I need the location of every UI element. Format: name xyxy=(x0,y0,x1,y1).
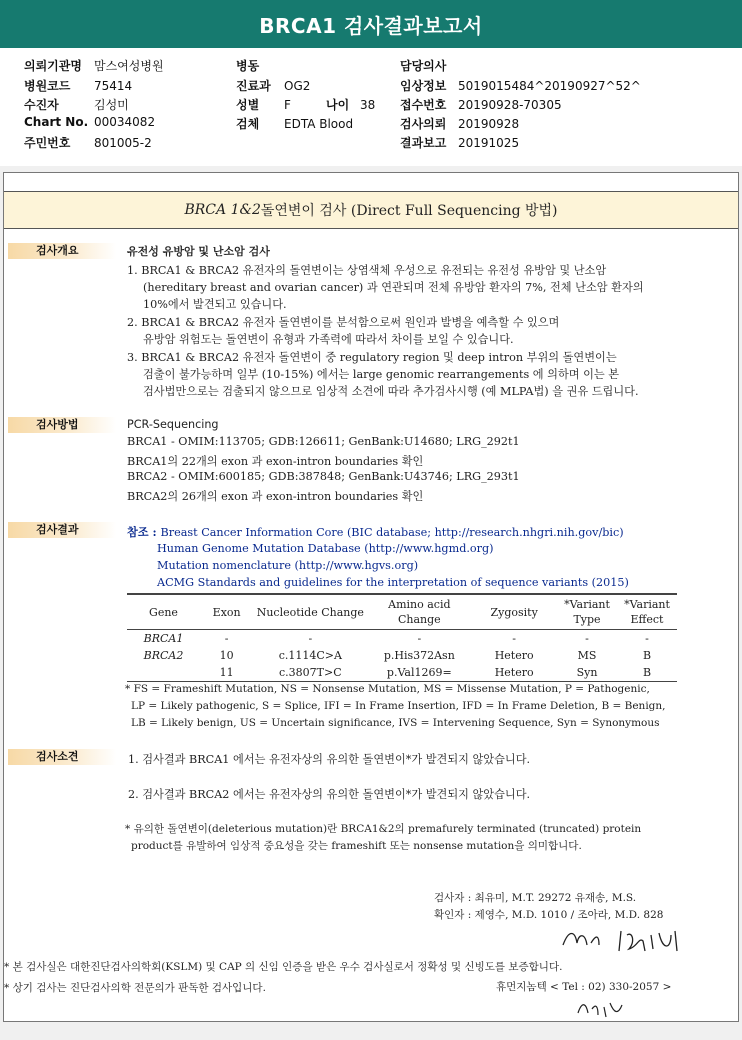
overview-line: (hereditary breast and ovarian cancer) 과 연관되며 전체 유방암 환자의 7%, 전체 난소암 환자의 xyxy=(143,281,644,294)
info-clinical: 임상정보 5019015484^20190927^52^ xyxy=(400,79,641,93)
section-label-result: 검사결과 xyxy=(8,522,116,538)
info-age: 나이 38 xyxy=(326,98,376,112)
section-label-method: 검사방법 xyxy=(8,417,116,433)
title-gene: BRCA 1&2 xyxy=(184,202,261,218)
info-report-date: 결과보고 20191025 xyxy=(400,136,520,150)
overview-heading: 유전성 유방암 및 난소암 검사 xyxy=(127,245,270,258)
col-header: *Variant Effect xyxy=(617,594,677,630)
abbrev-footnote: * FS = Frameshift Mutation, NS = Nonsense Mutation, MS = Missense Mutation, P = Pathogenic, xyxy=(125,683,650,695)
report-title: BRCA1 검사결과보고서 xyxy=(259,13,483,38)
info-sex: 성별 F xyxy=(236,98,291,112)
info-receipt-no: 접수번호 20190928-70305 xyxy=(400,98,562,112)
col-header: Gene xyxy=(127,594,200,630)
info-patient-name: 수진자 김성미 xyxy=(24,98,129,112)
section-label-opinion: 검사소견 xyxy=(8,749,116,765)
overview-line: 검출이 불가능하며 일부 (10-15%) 에서는 large genomic rearrangements 에 의하며 이는 본 xyxy=(143,368,620,381)
overview-line: 유방암 위험도는 돌연변이 유형과 가족력에 따라서 차이를 보일 수 있습니다. xyxy=(143,333,514,346)
opinion-line: 1. 검사결과 BRCA1 에서는 유전자상의 유의한 돌연변이*가 발견되지 않았습니다. xyxy=(128,753,531,766)
opinion-line: 2. 검사결과 BRCA2 에서는 유전자상의 유의한 돌연변이*가 발견되지 않았습니다. xyxy=(128,788,531,801)
confirmer-line: 확인자 : 제영수, M.D. 1010 / 조아라, M.D. 828 xyxy=(434,909,664,921)
patient-info-panel xyxy=(0,48,742,166)
abbrev-footnote: LP = Likely pathogenic, S = Splice, IFI = In Frame Insertion, IFD = In Frame Deletion, B = Benign, xyxy=(131,700,666,712)
overview-line: 3. BRCA1 & BRCA2 유전자 돌연변이 중 regulatory region 및 deep intron 부위의 돌연변이는 xyxy=(127,351,617,364)
col-header: Zygosity xyxy=(471,594,557,630)
info-institution: 의뢰기관명 맘스여성병원 xyxy=(24,59,164,73)
col-header: Nucleotide Change xyxy=(253,594,367,630)
report-body xyxy=(3,172,739,1022)
info-resident-no: 주민번호 801005-2 xyxy=(24,136,152,150)
lab-contact: 휴먼지놈텍 < Tel : 02) 330-2057 > xyxy=(496,981,672,993)
reference-line: ACMG Standards and guidelines for the interpretation of sequence variants (2015) xyxy=(157,576,629,589)
abbrev-footnote: LB = Likely benign, US = Uncertain significance, IVS = Intervening Sequence, Syn = Synonymous xyxy=(131,717,660,729)
title-text: 돌연변이 검사 (Direct Full Sequencing 방법) xyxy=(260,203,558,219)
info-ward: 병동 xyxy=(236,59,260,73)
opinion-note: product를 유발하여 임상적 중요성을 갖는 frameshift 또는 nonsense mutation을 의미합니다. xyxy=(131,840,582,852)
method-line: BRCA2의 26개의 exon 과 exon-intron boundaries 확인 xyxy=(127,490,424,503)
handwritten-signature xyxy=(559,921,699,957)
info-specimen: 검체 EDTA Blood xyxy=(236,117,354,131)
info-hospital-code: 병원코드 75414 xyxy=(24,79,133,93)
variant-table xyxy=(127,593,677,682)
reference-line: Mutation nomenclature (http://www.hgvs.org) xyxy=(157,559,419,572)
overview-line: 2. BRCA1 & BRCA2 유전자 돌연변이를 분석함으로써 원인과 발병을 예측할 수 있으며 xyxy=(127,316,560,329)
section-label-overview: 검사개요 xyxy=(8,243,116,259)
col-header: Exon xyxy=(200,594,253,630)
certification-note: * 본 검사실은 대한진단검사의학회(KSLM) 및 CAP 의 신임 인증을 받은 우수 검사실로서 정확성 및 신빙도를 보증합니다. xyxy=(4,961,563,973)
col-header: Amino acid Change xyxy=(367,594,471,630)
table-header-row xyxy=(127,594,677,630)
lab-signature xyxy=(574,995,634,1021)
table-row: BRCA1 - - - - - - xyxy=(143,632,649,645)
opinion-note: * 유의한 돌연변이(deleterious mutation)란 BRCA1&2의 premafurely terminated (truncated) protein xyxy=(125,823,642,835)
report-section-title xyxy=(4,191,738,229)
method-line: BRCA1 - OMIM:113705; GDB:126611; GenBank:U14680; LRG_292t1 xyxy=(127,435,520,448)
method-line: BRCA1의 22개의 exon 과 exon-intron boundaries 확인 xyxy=(127,455,424,468)
table-row: 11 c.3807T>C p.Val1269= Hetero Syn B xyxy=(127,664,677,682)
reading-note: * 상기 검사는 진단검사의학 전문의가 판독한 검사입니다. xyxy=(4,982,266,994)
method-line: PCR-Sequencing xyxy=(127,418,219,431)
col-header: *Variant Type xyxy=(557,594,617,630)
overview-line: 검사법만으로는 검출되지 않으므로 임상적 소견에 따라 추가검사시행 (예 MLPA법) 을 권유 드립니다. xyxy=(143,385,639,398)
overview-line: 1. BRCA1 & BRCA2 유전자의 돌연변이는 상염색체 우성으로 유전되는 유전성 유방암 및 난소암 xyxy=(127,264,607,277)
report-header xyxy=(0,0,742,48)
info-chart-no: Chart No. 00034082 xyxy=(24,115,156,129)
info-department: 진료과 OG2 xyxy=(236,79,311,93)
reference-line: 참조 : Breast Cancer Information Core (BIC database; http://research.nhgri.nih.gov/bic) xyxy=(127,525,624,539)
method-line: BRCA2 - OMIM:600185; GDB:387848; GenBank:U43746; LRG_293t1 xyxy=(127,470,520,483)
reference-line: Human Genome Mutation Database (http://www.hgmd.org) xyxy=(157,542,494,555)
examiner-line: 검사자 : 최유미, M.T. 29272 유재송, M.S. xyxy=(434,892,637,904)
info-physician: 담당의사 xyxy=(400,59,447,73)
table-row: BRCA2 10 c.1114C>A p.His372Asn Hetero MS B xyxy=(143,649,652,662)
overview-line: 10%에서 발견되고 있습니다. xyxy=(143,298,287,311)
info-request-date: 검사의뢰 20190928 xyxy=(400,117,520,131)
